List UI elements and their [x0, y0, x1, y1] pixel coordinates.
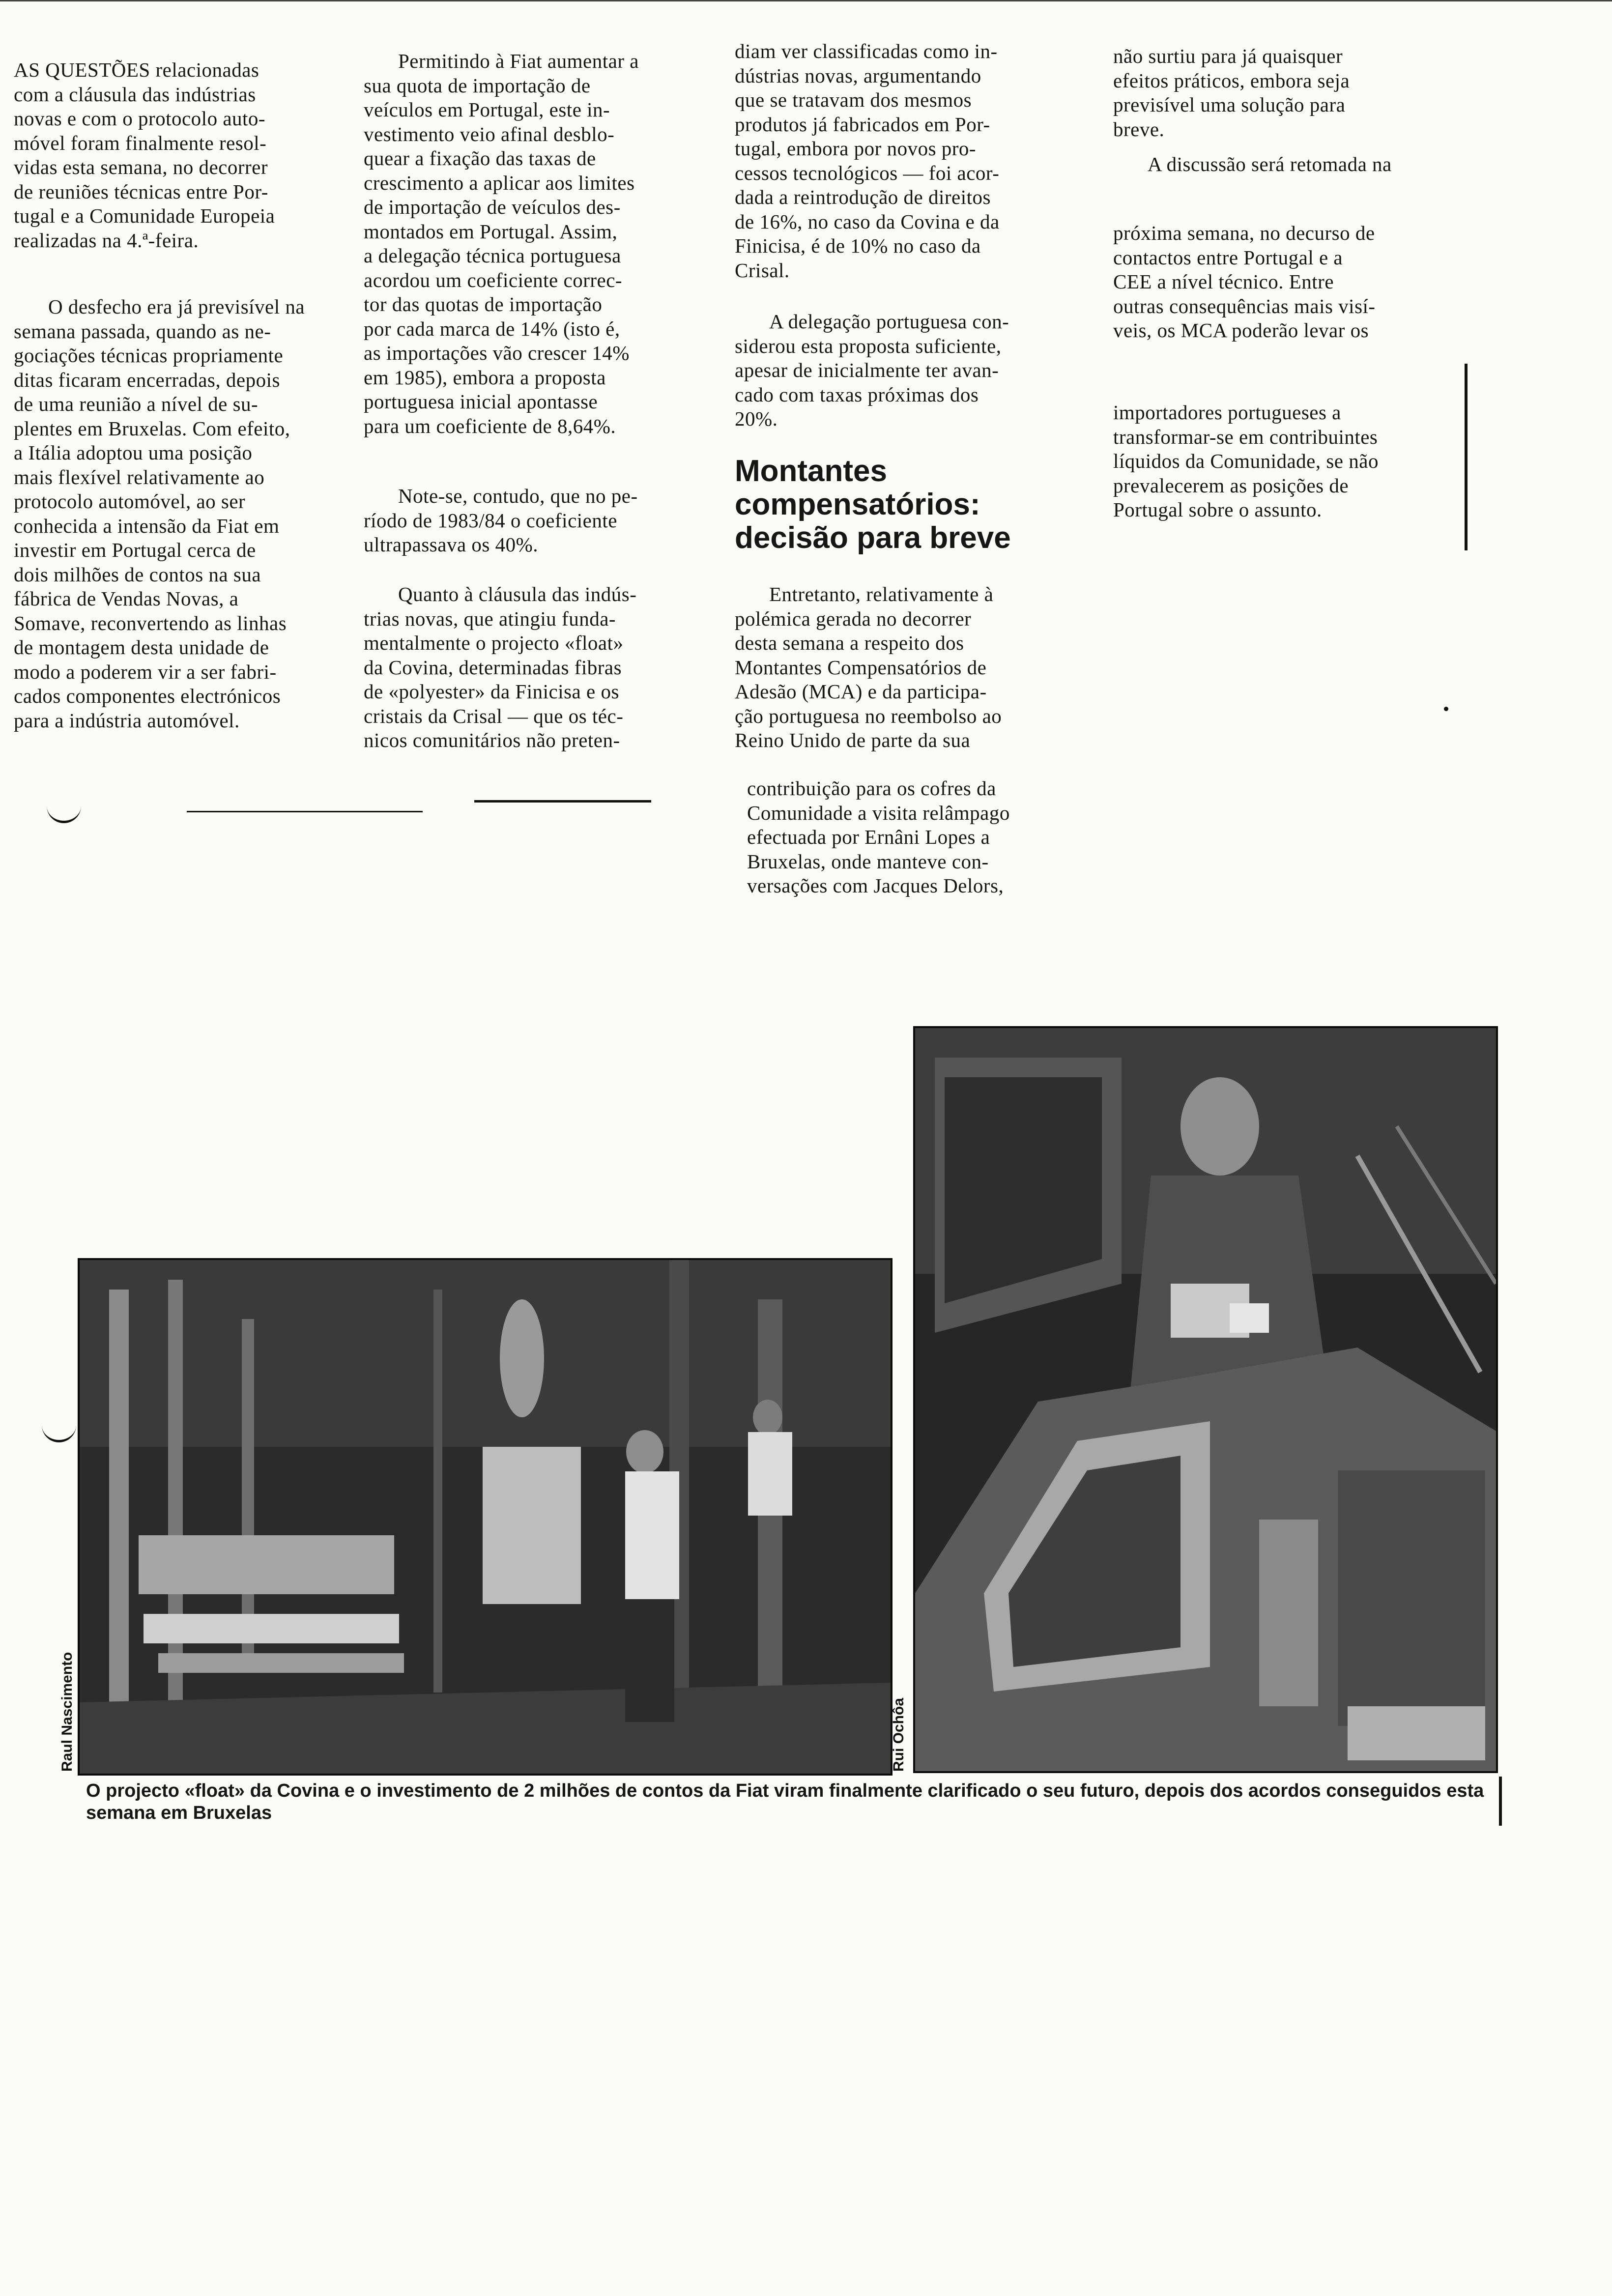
photo-caption: O projecto «float» da Covina e o investimento de 2 milhões de contos da Fiat viram finalmente clarificado o seu futuro, depois dos acordos conseguidos esta semana em Bruxelas — [86, 1780, 1484, 1823]
divider-rule — [474, 800, 651, 803]
article-paragraph: A delegação portuguesa con- siderou esta proposta suficiente, apesar de inicialmente ter avan- cado com taxas próximas dos 20%. — [735, 310, 1009, 430]
photo-credit: Rui Ochôa — [891, 1697, 907, 1772]
article-paragraph: Entretanto, relativamente à polémica gerada no decorrer desta semana a respeito dos Montantes Compensatórios de Adesão (MCA) e da participa- ção portuguesa no reembolso ao Reino Unido de parte da sua — [735, 583, 1002, 751]
article-paragraph: não surtiu para já quaisquer efeitos práticos, embora seja previsível uma solução para breve. — [1113, 45, 1350, 141]
bracket-mark — [47, 806, 81, 823]
article-paragraph: próxima semana, no decurso de contactos entre Portugal e a CEE a nível técnico. Entre outras consequências mais visí- veis, os MCA poderão levar os — [1113, 222, 1376, 342]
photo-credit: Raul Nascimento — [59, 1652, 75, 1772]
caption-bar — [1499, 1777, 1502, 1826]
factory-photo-left — [78, 1258, 892, 1776]
article-paragraph: Note-se, contudo, que no pe- ríodo de 1983/84 o coeficiente ultrapassava os 40%. — [364, 485, 638, 556]
column-bar — [1465, 364, 1468, 550]
article-lead-paragraph: AS QUESTÕES relacionadas com a cláusula das indústrias novas e com o protocolo auto- móvel foram finalmente resol- vidas esta semana, no decorrer de reuniões técnicas entre Por- tugal e a Comunidade Europeia realizadas na 4.ª-feira. — [14, 58, 275, 252]
article-paragraph: Quanto à cláusula das indús- trias novas, que atingiu funda- mentalmente o projecto «float» da Covina, determinadas fibras de «polyester» da Finicisa e os cristais da Crisal — que os téc- nicos comunitários não preten- — [364, 583, 637, 751]
article-paragraph: Permitindo à Fiat aumentar a sua quota de importação de veículos em Portugal, este in- vestimento veio afinal desblo- quear a fixação das taxas de crescimento a aplicar aos limites de importação de veículos des- montados em Portugal. Assim, a delegação técnica portuguesa acordou um coeficiente correc- tor das quotas de importação por cada marca de 14% (isto é, as importações vão crescer 14% em 1985), embora a proposta portuguesa inicial apontasse para um coeficiente de 8,64%. — [364, 50, 639, 437]
factory-photo-right — [913, 1026, 1498, 1773]
article-paragraph: diam ver classificadas como in- dústrias novas, argumentando que se tratavam dos mesmos produtos já fabricados em Por- tugal, embora por novos pro- cessos tecnológicos — foi acor- dada a reintrodução de direitos de 16%, no caso da Covina e da Finicisa, é de 10% no caso da Crisal. — [735, 40, 1000, 282]
bracket-mark — [42, 1425, 76, 1442]
article-paragraph: importadores portugueses a transformar-se em contribuintes líquidos da Comunidade, se não prevalecerem as posições de Portugal sobre o assunto. — [1113, 401, 1379, 521]
speck — [1444, 707, 1448, 711]
article-paragraph: A discussão será retomada na — [1148, 153, 1392, 175]
divider-rule — [187, 811, 423, 812]
top-border-line — [0, 0, 1612, 1]
article-paragraph: contribuição para os cofres da Comunidade a visita relâmpago efectuada por Ernâni Lopes a Bruxelas, onde manteve con- versações com Jacques Delors, — [747, 777, 1010, 897]
article-paragraph: O desfecho era já previsível na semana passada, quando as ne- gociações técnicas propriamente ditas ficaram encerradas, depois de uma reunião a nível de su- plentes em Bruxelas. Com efeito, a Itália adoptou uma posição mais flexível relativamente ao protocolo automóvel, ao ser conhecida a intensão da Fiat em investir em Portugal cerca de dois milhões de contos na sua fábrica de Vendas Novas, a Somave, reconvertendo as linhas de montagem desta unidade de modo a poderem vir a ser fabri- cados componentes electrónicos para a indústria automóvel. — [14, 295, 305, 732]
section-headline: Montantes compensatórios: decisão para breve — [735, 454, 1011, 555]
